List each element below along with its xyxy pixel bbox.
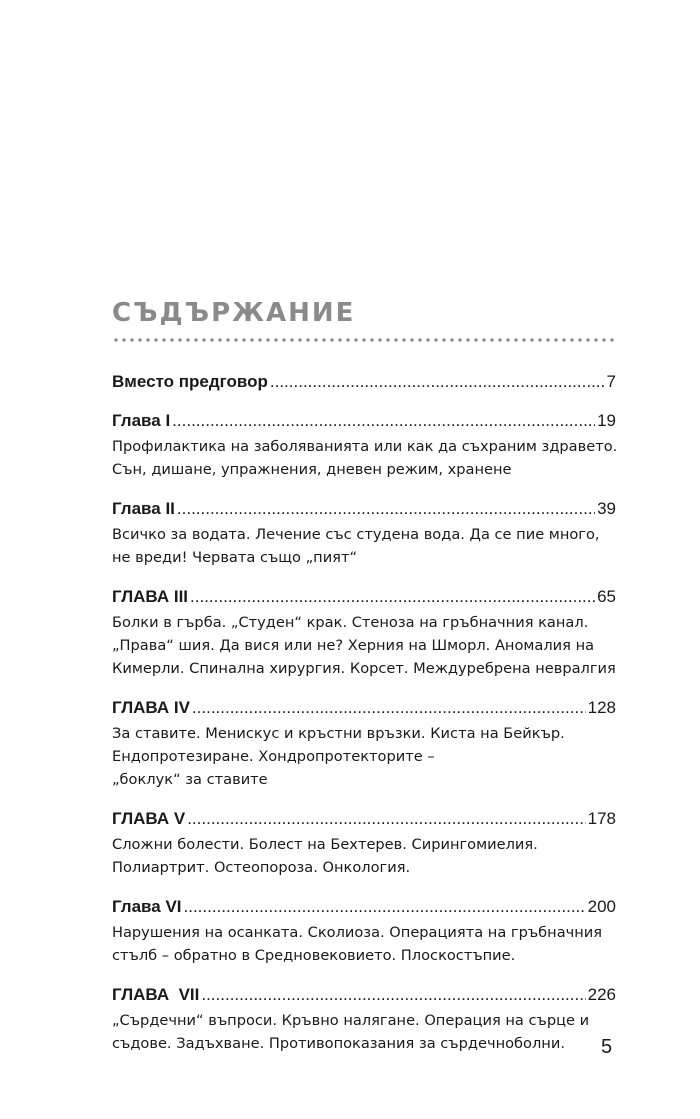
dot-leader — [192, 696, 586, 720]
dot-leader — [190, 585, 595, 609]
chapter-label: Глава II — [112, 499, 175, 518]
description-line: Сън, дишане, упражнения, дневен режим, хранене — [112, 461, 512, 478]
table-of-contents — [112, 370, 616, 1071]
description-line: За ставите. Менискус и кръстни връзки. Киста на Бейкър. — [112, 725, 565, 742]
dotted-divider — [112, 337, 616, 343]
page-reference: 200 — [587, 897, 616, 916]
toc-entry[interactable] — [112, 983, 616, 1055]
toc-entry-heading — [112, 370, 616, 394]
description-line: Профилактика на заболяванията или как да съхраним здравето. — [112, 438, 618, 455]
toc-entry-heading — [112, 585, 616, 609]
chapter-description — [112, 921, 616, 967]
dot-leader — [270, 370, 605, 394]
description-line: стълб – обратно в Средновековието. Плоскостъпие. — [112, 947, 516, 964]
toc-entry-heading — [112, 409, 616, 433]
toc-entry-heading — [112, 497, 616, 521]
toc-entry[interactable] — [112, 370, 616, 394]
chapter-label: Глава I — [112, 411, 171, 430]
page-reference: 65 — [597, 587, 616, 606]
chapter-description — [112, 1009, 616, 1055]
chapter-description — [112, 435, 616, 481]
chapter-label: ГЛАВА III — [112, 587, 189, 606]
page-title: СЪДЪРЖАНИЕ — [112, 298, 356, 328]
description-line: „боклук“ за ставите — [112, 771, 268, 788]
chapter-description — [112, 611, 616, 680]
chapter-label: ГЛАВА VII — [112, 985, 200, 1004]
page-reference: 128 — [587, 698, 616, 717]
toc-entry-heading — [112, 696, 616, 720]
description-line: Ендопротезиране. Хондропротекторите – — [112, 748, 435, 765]
chapter-description — [112, 722, 616, 791]
dot-leader — [201, 983, 585, 1007]
page-reference: 178 — [587, 809, 616, 828]
description-line: Нарушения на осанката. Сколиоза. Операцията на гръбначния — [112, 924, 603, 941]
page-reference: 226 — [587, 985, 616, 1004]
dot-leader — [187, 807, 585, 831]
dot-leader — [172, 409, 595, 433]
toc-entry[interactable] — [112, 696, 616, 791]
description-line: Всичко за водата. Лечение със студена вода. Да се пие много, — [112, 526, 600, 543]
chapter-label: ГЛАВА V — [112, 809, 186, 828]
page-number: 5 — [601, 1036, 613, 1058]
toc-entry[interactable] — [112, 807, 616, 879]
page-reference: 7 — [606, 372, 616, 391]
chapter-label: Вместо предговор — [112, 372, 268, 391]
chapter-description — [112, 523, 616, 569]
toc-entry-heading — [112, 983, 616, 1007]
description-line: Полиартрит. Остеопороза. Онкология. — [112, 859, 411, 876]
toc-entry[interactable] — [112, 585, 616, 680]
description-line: съдове. Задъхване. Противопоказания за сърдечноболни. — [112, 1035, 565, 1052]
page-reference: 19 — [597, 411, 616, 430]
toc-entry[interactable] — [112, 497, 616, 569]
page-reference: 39 — [597, 499, 616, 518]
description-line: Кимерли. Спинална хирургия. Корсет. Междуребрена невралгия — [112, 660, 616, 677]
toc-entry-heading — [112, 807, 616, 831]
chapter-description — [112, 833, 616, 879]
toc-entry-heading — [112, 895, 616, 919]
chapter-label: Глава VI — [112, 897, 182, 916]
description-line: „Права“ шия. Да вися или не? Херния на Шморл. Аномалия на — [112, 637, 595, 654]
chapter-label: ГЛАВА IV — [112, 698, 190, 717]
description-line: „Сърдечни“ въпроси. Кръвно налягане. Операция на сърце и — [112, 1012, 590, 1029]
dot-leader — [177, 497, 595, 521]
toc-entry[interactable] — [112, 895, 616, 967]
description-line: Болки в гърба. „Студен“ крак. Стеноза на гръбначния канал. — [112, 614, 589, 631]
dot-leader — [184, 895, 586, 919]
toc-entry[interactable] — [112, 409, 616, 481]
description-line: не вреди! Червата също „пият“ — [112, 549, 358, 566]
description-line: Сложни болести. Болест на Бехтерев. Сирингомиелия. — [112, 836, 538, 853]
